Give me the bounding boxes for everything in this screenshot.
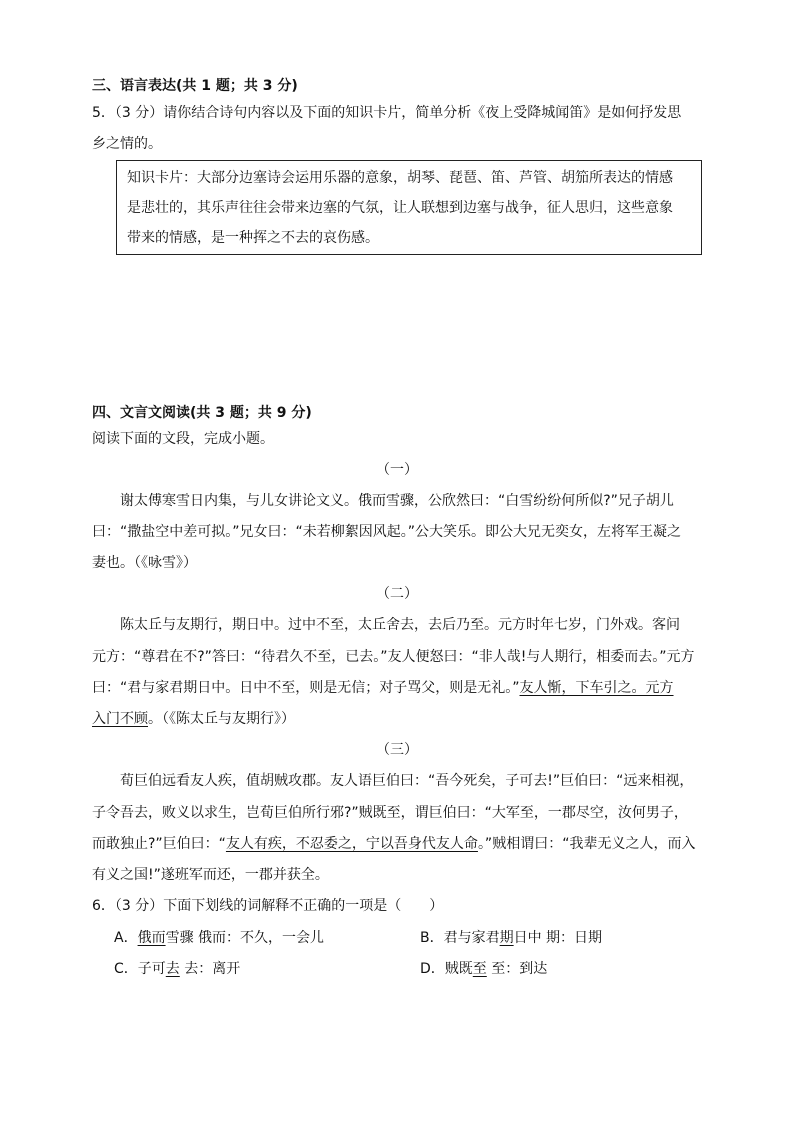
passage-3-line: 荀巨伯远看友人疾，值胡贼攻郡。友人语巨伯曰：“吾今死矣，子可去!”巨伯曰：“远来相视， bbox=[120, 773, 694, 789]
passage-2-line bbox=[92, 709, 295, 729]
question-5-line-1: 5．（3 分）请你结合诗句内容以及下面的知识卡片，简单分析《夜上受降城闻笛》是如何抒发思 bbox=[92, 105, 682, 121]
passage-1-line: 谢太傅寒雪日内集，与儿女讲论文义。俄而雪骤，公欣然曰：“白雪纷纷何所似?”兄子胡儿 bbox=[120, 493, 674, 509]
option-d: D．贼既至 至：到达 bbox=[420, 961, 548, 977]
passage-3-line: 有义之国!”遂班军而还，一郡并获全。 bbox=[92, 867, 329, 883]
underlined-phrase: 友人惭，下车引之。元方 bbox=[519, 680, 674, 696]
passage-3-line bbox=[92, 834, 695, 854]
section-4-heading: 四、文言文阅读(共 3 题；共 9 分) bbox=[92, 405, 312, 421]
passage-1-label: （一） bbox=[376, 462, 418, 478]
underlined-word: 俄而 bbox=[137, 930, 166, 946]
option-b: B．君与家君期日中 期：日期 bbox=[420, 930, 603, 946]
question-6-stem: 6．（3 分）下面下划线的词解释不正确的一项是（ ） bbox=[92, 898, 444, 914]
passage-2-line bbox=[92, 678, 674, 698]
knowledge-card-line: 知识卡片：大部分边塞诗会运用乐器的意象，胡琴、琵琶、笛、芦管、胡笳所表达的情感 bbox=[127, 170, 673, 186]
passage-1-line: 妻也。（《咏雪》） bbox=[92, 555, 197, 571]
passage-2-label: （二） bbox=[376, 586, 418, 602]
option-a: A．俄而雪骤 俄而：不久，一会儿 bbox=[114, 930, 325, 946]
section-3-heading: 三、语言表达(共 1 题；共 3 分) bbox=[92, 78, 298, 94]
underlined-phrase: 友人有疾，不忍委之，宁以吾身代友人命 bbox=[225, 836, 478, 852]
passage-2-source: 。（《陈太丘与友期行》） bbox=[148, 711, 295, 727]
knowledge-card-line: 是悲壮的，其乐声往往会带来边塞的气氛，让人联想到边塞与战争，征人思归，这些意象 bbox=[127, 200, 673, 216]
passage-2-line: 元方：“尊君在不?”答曰：“待君久不至，已去。”友人便怒曰：“非人哉!与人期行，相委而去。”元方 bbox=[92, 649, 695, 665]
knowledge-card bbox=[116, 160, 702, 255]
underlined-word: 至 bbox=[472, 961, 487, 977]
option-c: C．子可去 去：离开 bbox=[114, 961, 241, 977]
passage-2-line: 陈太丘与友期行，期日中。过中不至，太丘舍去，去后乃至。元方时年七岁，门外戏。客问 bbox=[120, 617, 680, 633]
passage-1-line: 曰：“撒盐空中差可拟。”兄女曰：“未若柳絮因风起。”公大笑乐。即公大兄无奕女，左将军王凝之 bbox=[92, 524, 682, 540]
underlined-phrase: 入门不顾 bbox=[92, 711, 148, 727]
passage-3-line: 子令吾去，败义以求生，岂荀巨伯所行邪?”贼既至，谓巨伯曰：“大军至，一郡尽空，汝何男子， bbox=[92, 805, 688, 821]
underlined-word: 期 bbox=[499, 930, 514, 946]
passage-3-label: （三） bbox=[376, 742, 418, 758]
question-5-line-2: 乡之情的。 bbox=[92, 136, 162, 152]
passage-3-text: 而敢独止?”巨伯曰：“ bbox=[92, 836, 226, 852]
passage-3-text: 。”贼相谓曰：“我辈无义之人，而入 bbox=[477, 836, 696, 852]
underlined-word: 去 bbox=[165, 961, 180, 977]
knowledge-card-line: 带来的情感，是一种挥之不去的哀伤感。 bbox=[127, 230, 379, 246]
passage-2-text: 曰：“君与家君期日中。日中不至，则是无信；对子骂父，则是无礼。” bbox=[92, 680, 520, 696]
section-4-intro: 阅读下面的文段，完成小题。 bbox=[92, 431, 274, 447]
